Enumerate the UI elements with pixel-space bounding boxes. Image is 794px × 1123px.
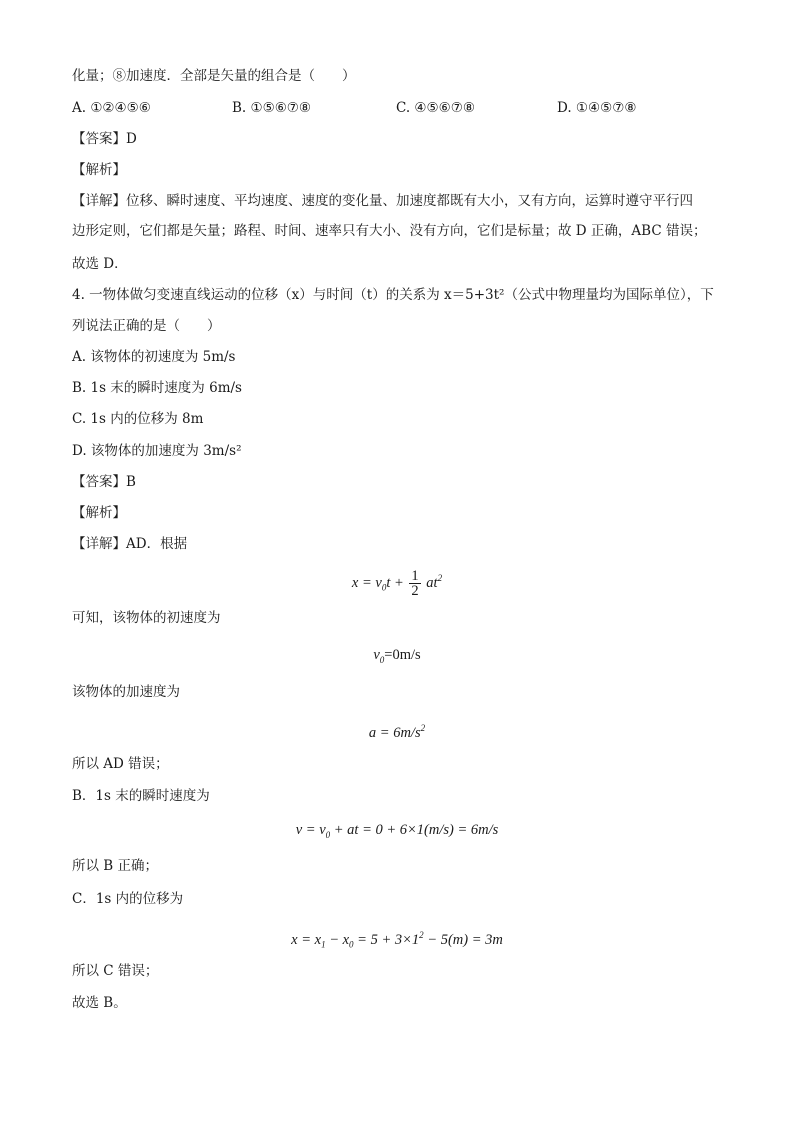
q4-text-b-correct: 所以 B 正确； <box>72 858 159 874</box>
q4-stem-line-1: 4. 一物体做匀变速直线运动的位移（x）与时间（t）的关系为 x＝5+3t²（公式中物理量均为国际单位），下 <box>72 287 714 303</box>
equation-velocity-1s: $v = v_0$ + at = 0 + 6×1(m/s) = 6m/s <box>295 822 499 840</box>
q3-stem-tail: 化量；⑧加速度．全部是矢量的组合是（ ） <box>72 68 356 84</box>
q3-option-d: D. ①④⑤⑦⑧ <box>557 100 637 116</box>
q3-option-b: B. ①⑤⑥⑦⑧ <box>232 100 312 116</box>
q4-option-b: B. 1s 末的瞬时速度为 6m/s <box>72 380 242 396</box>
q3-option-a: A. ①②④⑤⑥ <box>72 100 151 116</box>
q3-detail-line-1: 【详解】位移、瞬时速度、平均速度、速度的变化量、加速度都既有大小，又有方向，运算时遵守平行四 <box>72 193 693 209</box>
equation-displacement-formula: $x = v_0t$ + $\frac{1}{2}$ $at^2$ <box>351 568 443 599</box>
q4-text-ad-wrong: 所以 AD 错误； <box>72 756 169 772</box>
q3-option-c: C. ④⑤⑥⑦⑧ <box>396 100 475 116</box>
q4-text-c: C．1s 内的位移为 <box>72 891 184 907</box>
q4-analysis-heading: 【解析】 <box>72 505 126 521</box>
q4-text-c-wrong: 所以 C 错误； <box>72 963 159 979</box>
q3-analysis-heading: 【解析】 <box>72 162 126 178</box>
q3-detail-line-2: 边形定则，它们都是矢量；路程、时间、速率只有大小、没有方向，它们是标量；故 D 正确，ABC 错误； <box>72 223 707 239</box>
equation-acceleration: $a = 6m/s^2$ <box>368 723 426 741</box>
q4-text-b: B．1s 末的瞬时速度为 <box>72 788 210 804</box>
q4-text-acceleration: 该物体的加速度为 <box>72 684 180 700</box>
q4-detail-ad: 【详解】AD．根据 <box>72 536 188 552</box>
equation-displacement-1s: $x = x_1 - x_0 = 5 + 3\times 1^2 - 5(m) = 3m$ <box>291 930 503 950</box>
q3-conclusion: 故选 D． <box>72 256 128 272</box>
q4-stem-line-2: 列说法正确的是（ ） <box>72 318 221 334</box>
equation-initial-velocity: $v_0=0m/s$ <box>373 647 421 665</box>
q4-text-initial-velocity: 可知，该物体的初速度为 <box>72 610 221 626</box>
q3-answer: 【答案】D <box>72 131 137 147</box>
q4-option-c: C. 1s 内的位移为 8m <box>72 411 204 427</box>
fraction-one-half: $\frac{1}{2}$ <box>411 568 419 599</box>
q4-answer: 【答案】B <box>72 474 136 490</box>
q4-option-a: A. 该物体的初速度为 5m/s <box>72 349 236 365</box>
q4-final-choice: 故选 B。 <box>72 995 127 1011</box>
q4-option-d: D. 该物体的加速度为 3m/s² <box>72 443 242 459</box>
